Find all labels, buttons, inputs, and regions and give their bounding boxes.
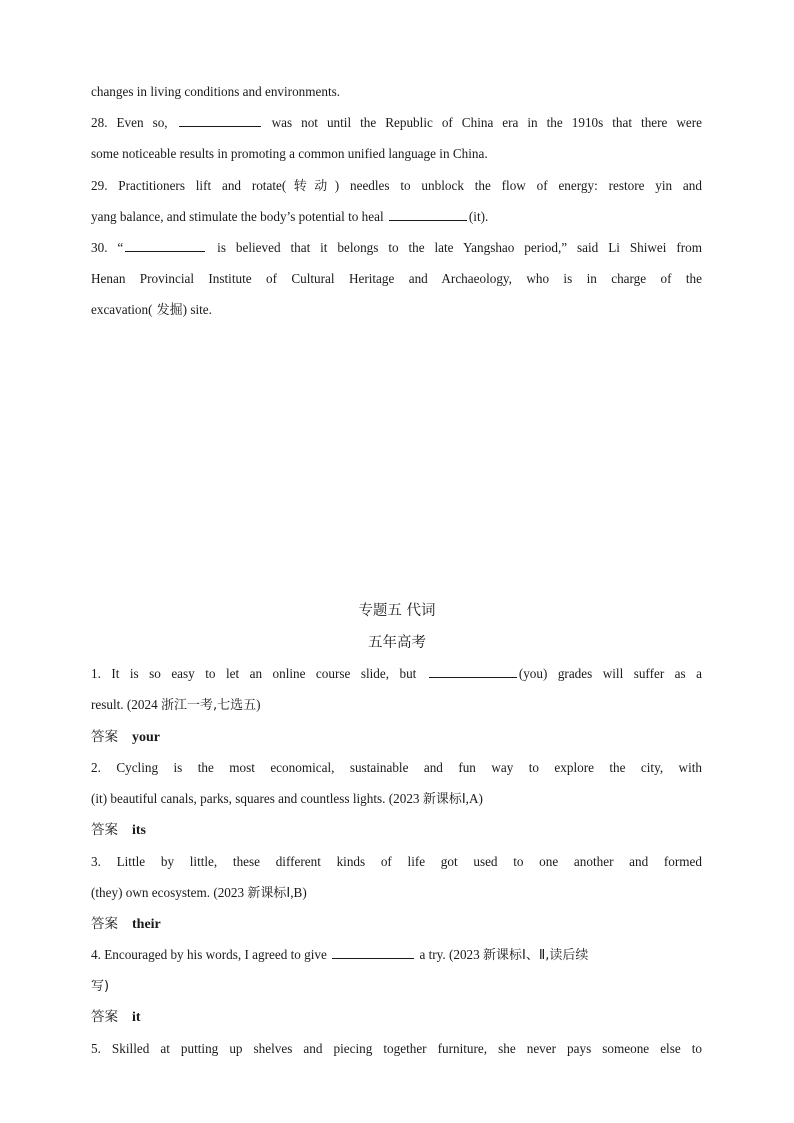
text-line xyxy=(91,83,702,101)
question-1-line-2 xyxy=(91,696,702,714)
text-fragment: result. (2024 xyxy=(91,697,161,712)
question-29-line-1 xyxy=(91,177,702,195)
answer-label: 答案 xyxy=(91,916,118,932)
answer-blank[interactable] xyxy=(389,208,467,221)
answer-value: it xyxy=(132,1010,141,1025)
question-3-line-2 xyxy=(91,884,702,902)
text-fragment: ) xyxy=(256,697,261,712)
answer-blank[interactable] xyxy=(125,239,205,252)
text-fragment: ) needles to unblock the flow of energy: restore yin and xyxy=(334,178,702,193)
text-fragment: ) site. xyxy=(182,302,212,317)
source-note: 新课标Ⅰ xyxy=(247,886,291,901)
question-28-line-2 xyxy=(91,145,702,163)
answer-label: 答案 xyxy=(91,729,118,745)
answer-blank[interactable] xyxy=(429,665,517,678)
text-fragment: 5. Skilled at putting up shelves and piecing together furniture, she never pays someone else to xyxy=(91,1041,702,1056)
question-5-line-1 xyxy=(91,1040,702,1058)
question-4-line-1 xyxy=(91,946,702,964)
text-fragment: is believed that it belongs to the late Yangshao period,” said Li Shiwei from xyxy=(217,240,702,255)
question-1-line-1 xyxy=(91,665,702,683)
question-2-line-1 xyxy=(91,759,702,777)
question-30-line-3 xyxy=(91,301,702,319)
question-29-line-2 xyxy=(91,208,702,226)
text-fragment: ,B) xyxy=(290,885,307,900)
text-fragment: 1. It is so easy to let an online course slide, but xyxy=(91,666,417,681)
source-note: 浙江一考,七选五 xyxy=(160,698,257,713)
section-title: 专题五 代词 xyxy=(358,603,436,619)
text-fragment: was not until the Republic of China era in the 1910s that there were xyxy=(271,115,702,130)
answer-label: 答案 xyxy=(91,822,118,838)
text-fragment: (it) beautiful canals, parks, squares and countless lights. (2023 xyxy=(91,791,423,806)
text-fragment: 3. Little by little, these different kinds of life got used to one another and formed xyxy=(91,854,702,869)
text-fragment: yang balance, and stimulate the body’s potential to heal xyxy=(91,209,384,224)
text-fragment: 28. Even so, xyxy=(91,115,168,130)
source-note: 写) xyxy=(91,979,110,994)
text-fragment: 4. Encouraged by his words, I agreed to give xyxy=(91,947,327,962)
text-fragment: (they) own ecosystem. (2023 xyxy=(91,885,248,900)
section-subtitle: 五年高考 xyxy=(368,635,426,651)
text-fragment: (you) grades will suffer as a xyxy=(518,666,702,681)
answer-2 xyxy=(91,821,702,839)
question-28-line-1 xyxy=(91,114,702,132)
answer-4 xyxy=(91,1008,702,1026)
text-fragment: ,A) xyxy=(465,791,483,806)
question-30-line-1 xyxy=(91,239,702,257)
answer-value: their xyxy=(132,917,161,932)
text-fragment: a try. (2023 xyxy=(419,947,484,962)
answer-3 xyxy=(91,915,702,933)
answer-value: your xyxy=(132,730,160,745)
text-fragment: Henan Provincial Institute of Cultural Heritage and Archaeology, who is in charge of the xyxy=(91,271,702,286)
answer-label: 答案 xyxy=(91,1009,118,1025)
text-fragment: changes in living conditions and environments. xyxy=(91,84,341,99)
answer-1 xyxy=(91,728,702,746)
chinese-gloss: 发掘 xyxy=(152,303,183,318)
answer-value: its xyxy=(132,823,146,838)
question-3-line-1 xyxy=(91,853,702,871)
text-fragment: 2. Cycling is the most economical, sustainable and fun way to explore the city, with xyxy=(91,760,702,775)
source-note: 新课标Ⅰ、Ⅱ,读后续 xyxy=(483,948,589,963)
text-fragment: some noticeable results in promoting a common unified language in China. xyxy=(91,146,488,161)
answer-blank[interactable] xyxy=(179,114,261,127)
chinese-gloss: 转动 xyxy=(286,179,335,194)
question-4-line-2 xyxy=(91,977,702,995)
text-fragment: (it). xyxy=(468,209,489,224)
text-fragment: excavation( xyxy=(91,302,153,317)
text-fragment: 29. Practitioners lift and rotate( xyxy=(91,178,287,193)
text-fragment: 30. “ xyxy=(91,240,124,255)
answer-blank[interactable] xyxy=(332,946,414,959)
question-2-line-2 xyxy=(91,790,702,808)
source-note: 新课标Ⅰ xyxy=(422,792,466,807)
question-30-line-2 xyxy=(91,270,702,288)
